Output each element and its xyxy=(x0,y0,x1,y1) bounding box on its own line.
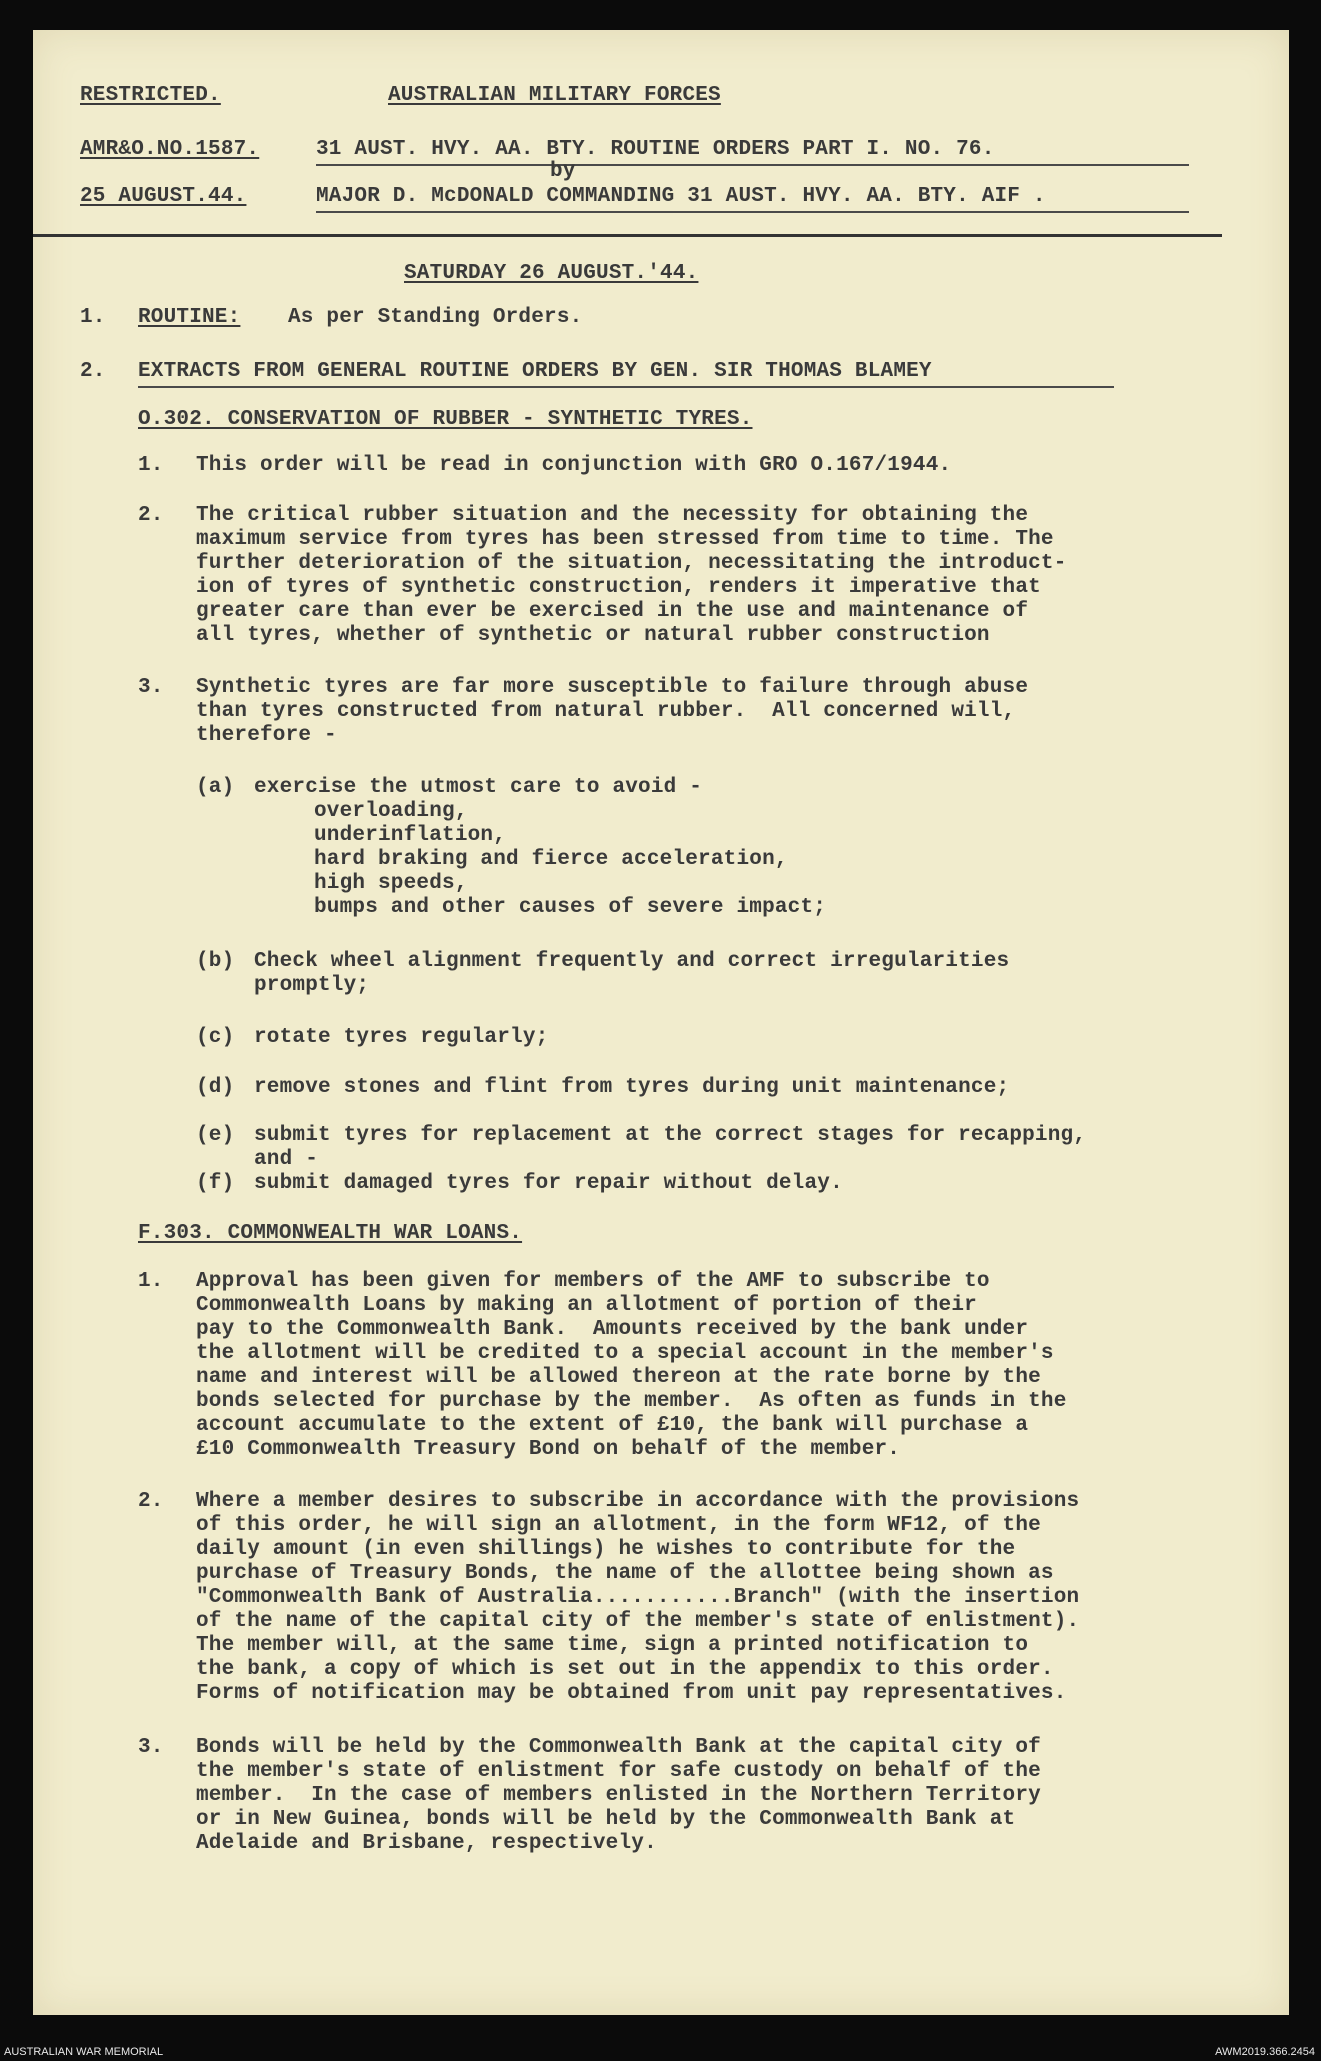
f303-para-2-line: "Commonwealth Bank of Australia...........Branch" (with the insertion xyxy=(196,1586,1080,1609)
item-a-sub: high speeds, xyxy=(314,872,468,895)
orders-title-underline xyxy=(316,164,1189,166)
item-b-label: (b) xyxy=(196,950,235,973)
item-a-sub: underinflation, xyxy=(314,824,507,847)
item-f-text: submit damaged tyres for repair without delay. xyxy=(254,1172,843,1195)
item-e-line: submit tyres for replacement at the correct stages for recapping, xyxy=(254,1124,1087,1147)
f303-para-2-line: Forms of notification may be obtained from unit pay representatives. xyxy=(196,1682,1067,1705)
document-page xyxy=(33,30,1289,2015)
reference-number: AMR&O.NO.1587. xyxy=(80,138,260,161)
f303-para-2-number: 2. xyxy=(138,1490,164,1513)
o302-para-2-line: greater care than ever be exercised in the use and maintenance of xyxy=(196,600,1029,623)
item-e-label: (e) xyxy=(196,1124,235,1147)
section-2-underline xyxy=(138,386,1114,388)
f303-para-2-line: of the name of the capital city of the member's state of enlistment). xyxy=(196,1610,1080,1633)
f303-para-1-line: the allotment will be credited to a special account in the member's xyxy=(196,1342,1054,1365)
item-a-sub: bumps and other causes of severe impact; xyxy=(314,896,827,919)
item-e-line: and - xyxy=(254,1148,319,1171)
item-c-label: (c) xyxy=(196,1026,235,1049)
item-b-line: Check wheel alignment frequently and correct irregularities xyxy=(254,950,1010,973)
f303-para-3-line: the member's state of enlistment for safe custody on behalf of the xyxy=(196,1760,1041,1783)
f303-para-3-line: member. In the case of members enlisted in the Northern Territory xyxy=(196,1784,1041,1807)
f303-para-3-line: Adelaide and Brisbane, respectively. xyxy=(196,1832,657,1855)
orders-title: 31 AUST. HVY. AA. BTY. ROUTINE ORDERS PART I. NO. 76. xyxy=(316,138,995,161)
o302-para-1-number: 1. xyxy=(138,454,164,477)
archive-credit: AUSTRALIAN WAR MEMORIAL xyxy=(4,2046,164,2058)
by-line: by xyxy=(550,160,576,183)
f303-para-2-line: purchase of Treasury Bonds, the name of the allottee being shown as xyxy=(196,1562,1054,1585)
o302-para-1-line: This order will be read in conjunction with GRO O.167/1944. xyxy=(196,454,952,477)
f303-para-2-line: Where a member desires to subscribe in accordance with the provisions xyxy=(196,1490,1080,1513)
item-a-text: exercise the utmost care to avoid - xyxy=(254,776,703,799)
f303-para-3-number: 3. xyxy=(138,1736,164,1759)
item-c-text: rotate tyres regularly; xyxy=(254,1026,549,1049)
o302-para-2-line: ion of tyres of synthetic construction, renders it imperative that xyxy=(196,576,1041,599)
f303-para-1-number: 1. xyxy=(138,1270,164,1293)
header-divider xyxy=(33,234,1222,237)
f303-para-2-line: of this order, he will sign an allotment, in the form WF12, of the xyxy=(196,1514,1041,1537)
order-f303-title: F.303. COMMONWEALTH WAR LOANS. xyxy=(138,1222,523,1245)
o302-para-2-line: The critical rubber situation and the necessity for obtaining the xyxy=(196,504,1029,527)
section-1-number: 1. xyxy=(80,306,106,329)
f303-para-1-line: bonds selected for purchase by the member. As often as funds in the xyxy=(196,1390,1067,1413)
section-1-title: ROUTINE: xyxy=(138,306,241,329)
restricted-label: RESTRICTED. xyxy=(80,84,221,107)
commanding-officer-line: MAJOR D. McDONALD COMMANDING 31 AUST. HVY. AA. BTY. AIF . xyxy=(316,185,1046,208)
section-1-text: As per Standing Orders. xyxy=(288,306,583,329)
f303-para-1-line: £10 Commonwealth Treasury Bond on behalf of the member. xyxy=(196,1438,901,1461)
o302-para-3-line: therefore - xyxy=(196,724,337,747)
item-d-text: remove stones and flint from tyres during unit maintenance; xyxy=(254,1076,1010,1099)
item-a-sub: overloading, xyxy=(314,800,468,823)
item-d-label: (d) xyxy=(196,1076,235,1099)
section-2-title: EXTRACTS FROM GENERAL ROUTINE ORDERS BY GEN. SIR THOMAS BLAMEY xyxy=(138,360,932,383)
archive-reference: AWM2019.366.2454 xyxy=(1215,2046,1315,2058)
f303-para-2-line: The member will, at the same time, sign a printed notification to xyxy=(196,1634,1029,1657)
o302-para-2-line: all tyres, whether of synthetic or natural rubber construction xyxy=(196,624,990,647)
section-2-number: 2. xyxy=(80,360,106,383)
f303-para-2-line: the bank, a copy of which is set out in the appendix to this order. xyxy=(196,1658,1054,1681)
f303-para-1-line: Approval has been given for members of the AMF to subscribe to xyxy=(196,1270,990,1293)
o302-para-3-line: Synthetic tyres are far more susceptible to failure through abuse xyxy=(196,676,1029,699)
f303-para-1-line: pay to the Commonwealth Bank. Amounts received by the bank under xyxy=(196,1318,1029,1341)
day-heading: SATURDAY 26 AUGUST.'44. xyxy=(404,262,699,285)
organisation-heading: AUSTRALIAN MILITARY FORCES xyxy=(388,84,721,107)
f303-para-2-line: daily amount (in even shillings) he wishes to contribute for the xyxy=(196,1538,1016,1561)
f303-para-1-line: name and interest will be allowed thereon at the rate borne by the xyxy=(196,1366,1041,1389)
item-f-label: (f) xyxy=(196,1172,235,1195)
item-a-label: (a) xyxy=(196,776,235,799)
o302-para-3-line: than tyres constructed from natural rubber. All concerned will, xyxy=(196,700,1016,723)
f303-para-3-line: or in New Guinea, bonds will be held by the Commonwealth Bank at xyxy=(196,1808,1016,1831)
order-o302-title: O.302. CONSERVATION OF RUBBER - SYNTHETIC TYRES. xyxy=(138,408,753,431)
o302-para-3-number: 3. xyxy=(138,676,164,699)
o302-para-2-line: maximum service from tyres has been stressed from time to time. The xyxy=(196,528,1054,551)
item-a-sub: hard braking and fierce acceleration, xyxy=(314,848,788,871)
f303-para-1-line: account accumulate to the extent of £10, the bank will purchase a xyxy=(196,1414,1029,1437)
f303-para-3-line: Bonds will be held by the Commonwealth Bank at the capital city of xyxy=(196,1736,1041,1759)
commanding-underline xyxy=(316,211,1189,213)
item-b-line: promptly; xyxy=(254,974,370,997)
order-date: 25 AUGUST.44. xyxy=(80,185,247,208)
o302-para-2-number: 2. xyxy=(138,504,164,527)
o302-para-2-line: further deterioration of the situation, necessitating the introduct- xyxy=(196,552,1067,575)
f303-para-1-line: Commonwealth Loans by making an allotment of portion of their xyxy=(196,1294,977,1317)
